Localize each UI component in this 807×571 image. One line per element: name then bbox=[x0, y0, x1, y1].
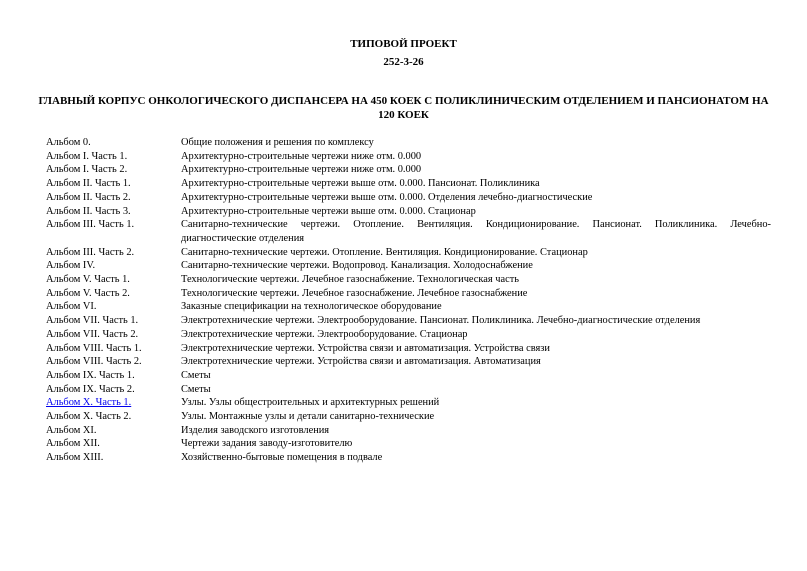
project-number: 252-3-26 bbox=[383, 56, 424, 68]
album-description: Общие положения и решения по комплексу bbox=[181, 137, 374, 148]
album-number-cell bbox=[46, 150, 181, 164]
album-number: Альбом IX. Часть 1. bbox=[46, 369, 135, 381]
project-type-heading: ТИПОВОЙ ПРОЕКТ bbox=[350, 38, 457, 50]
album-number: Альбом VIII. Часть 1. bbox=[46, 342, 142, 354]
project-title: ГЛАВНЫЙ КОРПУС ОНКОЛОГИЧЕСКОГО ДИСПАНСЕРА НА 450 КОЕК С ПОЛИКЛИНИЧЕСКИМ ОТДЕЛЕНИЕМ И ПАНСИОНАТОМ НА 120 КОЕК bbox=[38, 95, 769, 121]
album-row bbox=[46, 246, 771, 260]
album-number: Альбом I. Часть 2. bbox=[46, 164, 128, 176]
album-description: Заказные спецификации на технологическое оборудование bbox=[181, 301, 442, 313]
album-number-cell bbox=[46, 300, 181, 314]
album-number-cell bbox=[46, 328, 181, 342]
album-number-cell bbox=[46, 437, 181, 451]
album-number-cell bbox=[46, 287, 181, 301]
album-description: Изделия заводского изготовления bbox=[181, 424, 330, 436]
album-number-cell bbox=[46, 451, 181, 465]
album-description: Архитектурно-строительные чертежи ниже отм. 0.000 bbox=[181, 150, 422, 162]
album-row bbox=[46, 163, 771, 177]
album-number: Альбом VI. bbox=[46, 301, 97, 313]
album-description: Электротехнические чертежи. Электрооборудование. Пансионат. Поликлиника. Лечебно-диагностические отделения bbox=[181, 315, 701, 327]
album-number: Альбом V. Часть 1. bbox=[46, 274, 130, 286]
album-description: Архитектурно-строительные чертежи выше отм. 0.000. Отделения лечебно-диагностические bbox=[181, 191, 593, 203]
album-description: Электротехнические чертежи. Устройства связи и автоматизация. Устройства связи bbox=[181, 342, 550, 354]
album-description: Электротехнические чертежи. Устройства связи и автоматизация. Автоматизация bbox=[181, 356, 541, 368]
album-description: Санитарно-технические чертежи. Водопровод. Канализация. Холодоснабжение bbox=[181, 260, 533, 272]
album-number-cell bbox=[46, 410, 181, 424]
album-description: Сметы bbox=[181, 369, 211, 381]
album-number-cell bbox=[46, 177, 181, 191]
album-row bbox=[46, 177, 771, 191]
album-description: Архитектурно-строительные чертежи выше отм. 0.000. Стационар bbox=[181, 205, 476, 217]
album-number: Альбом VII. Часть 2. bbox=[46, 328, 139, 340]
album-number: Альбом XI. bbox=[46, 424, 97, 436]
album-description: Узлы. Монтажные узлы и детали санитарно-технические bbox=[181, 411, 435, 423]
album-number: Альбом II. Часть 1. bbox=[46, 178, 131, 190]
album-row bbox=[46, 191, 771, 205]
album-row bbox=[46, 287, 771, 301]
album-number-cell bbox=[46, 369, 181, 383]
album-number: Альбом XIII. bbox=[46, 452, 104, 464]
album-description: Архитектурно-строительные чертежи выше отм. 0.000. Пансионат. Поликлиника bbox=[181, 178, 540, 190]
album-row bbox=[46, 328, 771, 342]
album-number: Альбом 0. bbox=[46, 137, 91, 148]
album-row bbox=[46, 383, 771, 397]
album-number: Альбом IV. bbox=[46, 260, 96, 272]
album-row bbox=[46, 259, 771, 273]
album-number-cell bbox=[46, 191, 181, 205]
album-description: Чертежи задания заводу-изготовителю bbox=[181, 438, 353, 450]
album-number-cell bbox=[46, 424, 181, 438]
album-description: Технологические чертежи. Лечебное газоснабжение. Лечебное газоснабжение bbox=[181, 287, 528, 299]
album-link[interactable]: Альбом X. Часть 1. bbox=[46, 397, 132, 409]
album-row bbox=[46, 300, 771, 314]
album-row bbox=[46, 314, 771, 328]
album-number: Альбом VIII. Часть 2. bbox=[46, 356, 142, 368]
album-description: Санитарно-технические чертежи. Отопление. Вентиляция. Кондиционирование. Стационар bbox=[181, 246, 588, 258]
album-description: Архитектурно-строительные чертежи ниже отм. 0.000 bbox=[181, 164, 422, 176]
album-row bbox=[46, 451, 771, 465]
album-number-cell bbox=[46, 163, 181, 177]
album-number-cell bbox=[46, 314, 181, 328]
album-row bbox=[46, 355, 771, 369]
album-number-cell bbox=[46, 218, 181, 245]
album-row bbox=[46, 342, 771, 356]
album-description: Санитарно-технические чертежи. Отопление. Вентиляция. Кондиционирование. Пансионат. Поликлиника. Лечебно-диагностические отделения bbox=[181, 219, 771, 244]
album-number: Альбом X. Часть 2. bbox=[46, 411, 132, 423]
album-number-cell bbox=[46, 205, 181, 219]
album-number-cell bbox=[46, 273, 181, 287]
album-description: Хозяйственно-бытовые помещения в подвале bbox=[181, 452, 383, 464]
album-row bbox=[46, 396, 771, 410]
album-number: Альбом XII. bbox=[46, 438, 100, 450]
album-row bbox=[46, 205, 771, 219]
album-row bbox=[46, 437, 771, 451]
album-description: Сметы bbox=[181, 383, 211, 395]
album-number-cell bbox=[46, 342, 181, 356]
album-number-cell bbox=[46, 136, 181, 150]
album-number-cell bbox=[46, 383, 181, 397]
album-number-cell bbox=[46, 246, 181, 260]
album-number: Альбом II. Часть 3. bbox=[46, 205, 131, 217]
album-number: Альбом IX. Часть 2. bbox=[46, 383, 135, 395]
album-row bbox=[46, 424, 771, 438]
album-number: Альбом II. Часть 2. bbox=[46, 191, 131, 203]
album-row bbox=[46, 410, 771, 424]
album-description: Электротехнические чертежи. Электрооборудование. Стационар bbox=[181, 328, 468, 340]
album-row bbox=[46, 369, 771, 383]
album-row bbox=[46, 218, 771, 245]
album-row bbox=[46, 150, 771, 164]
album-number: Альбом VII. Часть 1. bbox=[46, 315, 139, 327]
album-number-cell bbox=[46, 355, 181, 369]
album-row bbox=[46, 273, 771, 287]
album-number-cell bbox=[46, 259, 181, 273]
album-number: Альбом III. Часть 1. bbox=[46, 219, 135, 231]
album-number: Альбом V. Часть 2. bbox=[46, 287, 130, 299]
album-description: Узлы. Узлы общестроительных и архитектурных решений bbox=[181, 397, 440, 409]
album-number: Альбом I. Часть 1. bbox=[46, 150, 128, 162]
album-list bbox=[46, 136, 771, 465]
album-number: Альбом III. Часть 2. bbox=[46, 246, 135, 258]
album-number-cell bbox=[46, 396, 181, 410]
album-description: Технологические чертежи. Лечебное газоснабжение. Технологическая часть bbox=[181, 274, 520, 286]
album-row bbox=[46, 136, 771, 150]
